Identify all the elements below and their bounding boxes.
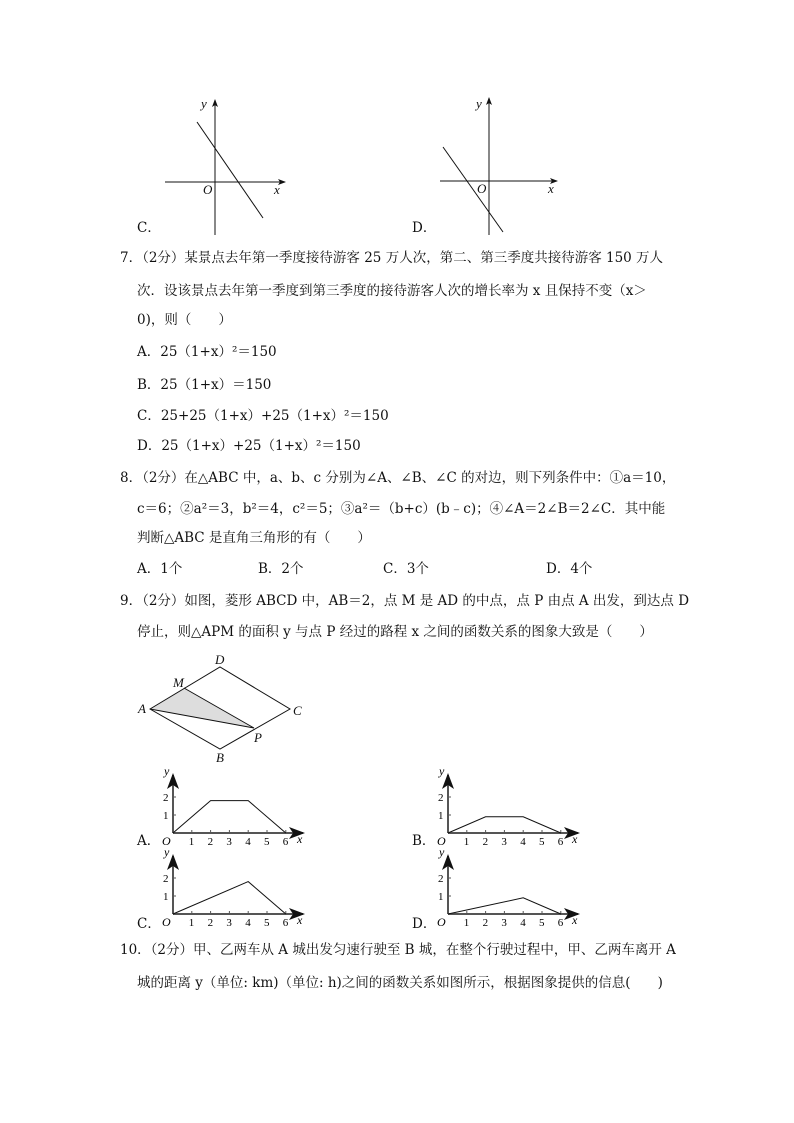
q8-option-c: C．3个	[383, 561, 429, 577]
q8-line-2: c＝6；②a²＝3，b²＝4，c²＝5；③a²＝（b+c）(b﹣c)；④∠A＝2∠B＝2∠C．其中能	[137, 501, 666, 517]
x-tick-label: 3	[226, 836, 232, 848]
x-axis-label: x	[572, 913, 578, 927]
q7-option-d: D．25（1+x）+25（1+x）²＝150	[137, 438, 361, 454]
x-tick-label: 3	[501, 836, 507, 848]
x-tick-label: 5	[264, 836, 270, 848]
x-tick-label: 5	[539, 917, 545, 929]
q7-option-b: B．25（1+x）＝150	[137, 377, 272, 393]
x-tick-label: 2	[207, 917, 214, 929]
x-tick-label: 6	[282, 836, 289, 848]
y-tick-label: 1	[438, 810, 444, 822]
q6c-line	[197, 122, 263, 218]
y-tick-label: 1	[163, 810, 169, 822]
x-tick-label: 1	[463, 917, 470, 929]
label-a: A	[138, 701, 146, 716]
label-m: M	[173, 675, 184, 690]
q8-option-a: A．1个	[137, 561, 183, 577]
q9-option-a: A．	[137, 833, 161, 849]
q9-option-b: B．	[412, 833, 436, 849]
label-p: P	[254, 730, 262, 745]
x-tick-label: 4	[245, 917, 251, 929]
y-axis-label: y	[164, 845, 170, 859]
x-tick-label: 5	[264, 917, 270, 929]
q7-option-c: C．25+25（1+x）+25（1+x）²＝150	[137, 408, 389, 424]
x-tick-label: 4	[245, 836, 251, 848]
y-tick-label: 2	[163, 873, 169, 885]
x-tick-label: 6	[282, 917, 289, 929]
q8-line-1: 8．（2分）在△ABC 中，a、b、c 分别为∠A、∠B、∠C 的对边，则下列条件中：①a＝10，	[120, 470, 676, 486]
q6-graph-c	[165, 100, 285, 235]
q8-line-3: 判断△ABC 是直角三角形的有（ ）	[137, 530, 371, 546]
y-axis-label: y	[439, 845, 445, 859]
y-tick-label: 1	[438, 891, 444, 903]
x-tick-label: 6	[557, 836, 564, 848]
q6d-line	[443, 147, 503, 232]
q9-option-c: C．	[137, 916, 161, 932]
x-tick-label: 5	[539, 836, 545, 848]
origin-label: O	[162, 915, 171, 929]
x-axis-label: x	[297, 913, 303, 927]
origin-label: O	[437, 834, 446, 848]
q6d-x-label: x	[548, 181, 554, 196]
y-tick-label: 2	[438, 792, 444, 804]
q6-option-d: D．	[412, 220, 437, 236]
q9-option-d: D．	[412, 916, 437, 932]
x-tick-label: 3	[501, 917, 507, 929]
x-tick-label: 1	[188, 917, 195, 929]
q6c-x-label: x	[274, 182, 280, 197]
q6d-y-label: y	[476, 96, 482, 111]
q8-option-d: D．4个	[546, 561, 593, 577]
label-c: C	[293, 703, 302, 718]
origin-label: O	[162, 834, 171, 848]
q9-line-1: 9．（2分）如图，菱形 ABCD 中，AB＝2，点 M 是 AD 的中点，点 P 由点 A 出发，到达点 D	[120, 593, 690, 609]
q7-line-3: 0)，则（ ）	[137, 312, 232, 328]
x-tick-label: 6	[557, 917, 564, 929]
q6c-y-label: y	[201, 96, 207, 111]
y-tick-label: 1	[163, 891, 169, 903]
x-tick-label: 2	[482, 917, 489, 929]
q10-line-1: 10．（2分）甲、乙两车从 A 城出发匀速行驶至 B 城，在整个行驶过程中，甲、乙两车离开 A	[120, 942, 676, 958]
q6-graph-d	[440, 98, 557, 235]
origin-label: O	[437, 915, 446, 929]
y-axis-label: y	[439, 764, 445, 778]
q6c-origin: O	[203, 182, 213, 197]
y-tick-label: 2	[438, 873, 444, 885]
q9-line-2: 停止，则△APM 的面积 y 与点 P 经过的路程 x 之间的函数关系的图象大致是（ ）	[137, 624, 653, 640]
q10-line-2: 城的距离 y（单位: km)（单位: h)之间的函数关系如图所示，根据图象提供的信息( )	[137, 975, 663, 991]
graph-option-b	[437, 764, 578, 848]
x-tick-label: 2	[482, 836, 489, 848]
x-tick-label: 1	[188, 836, 195, 848]
q7-line-1: 7．（2分）某景点去年第一季度接待游客 25 万人次，第二、第三季度共接待游客 150 万人	[120, 250, 664, 266]
q7-line-2: 次．设该景点去年第一季度到第三季度的接待游客人次的增长率为 x 且保持不变（x＞	[137, 283, 647, 299]
q7-option-a: A．25（1+x）²＝150	[137, 344, 277, 360]
y-tick-label: 2	[163, 792, 169, 804]
y-axis-label: y	[164, 764, 170, 778]
label-b: B	[216, 750, 224, 765]
triangle-apm	[150, 688, 254, 728]
label-d: D	[215, 652, 225, 667]
q6d-origin: O	[477, 181, 487, 196]
x-tick-label: 1	[463, 836, 470, 848]
x-tick-label: 2	[207, 836, 214, 848]
q8-option-b: B．2个	[258, 561, 304, 577]
x-tick-label: 3	[226, 917, 232, 929]
series-line	[173, 801, 286, 833]
x-axis-label: x	[297, 832, 303, 846]
x-tick-label: 4	[520, 917, 526, 929]
graph-option-a	[162, 764, 303, 848]
graph-option-c	[162, 845, 303, 929]
series-line	[173, 882, 286, 914]
rhombus-figure	[150, 667, 290, 749]
graph-option-d	[437, 845, 578, 929]
x-tick-label: 4	[520, 836, 526, 848]
x-axis-label: x	[572, 832, 578, 846]
q6-option-c: C．	[137, 220, 161, 236]
